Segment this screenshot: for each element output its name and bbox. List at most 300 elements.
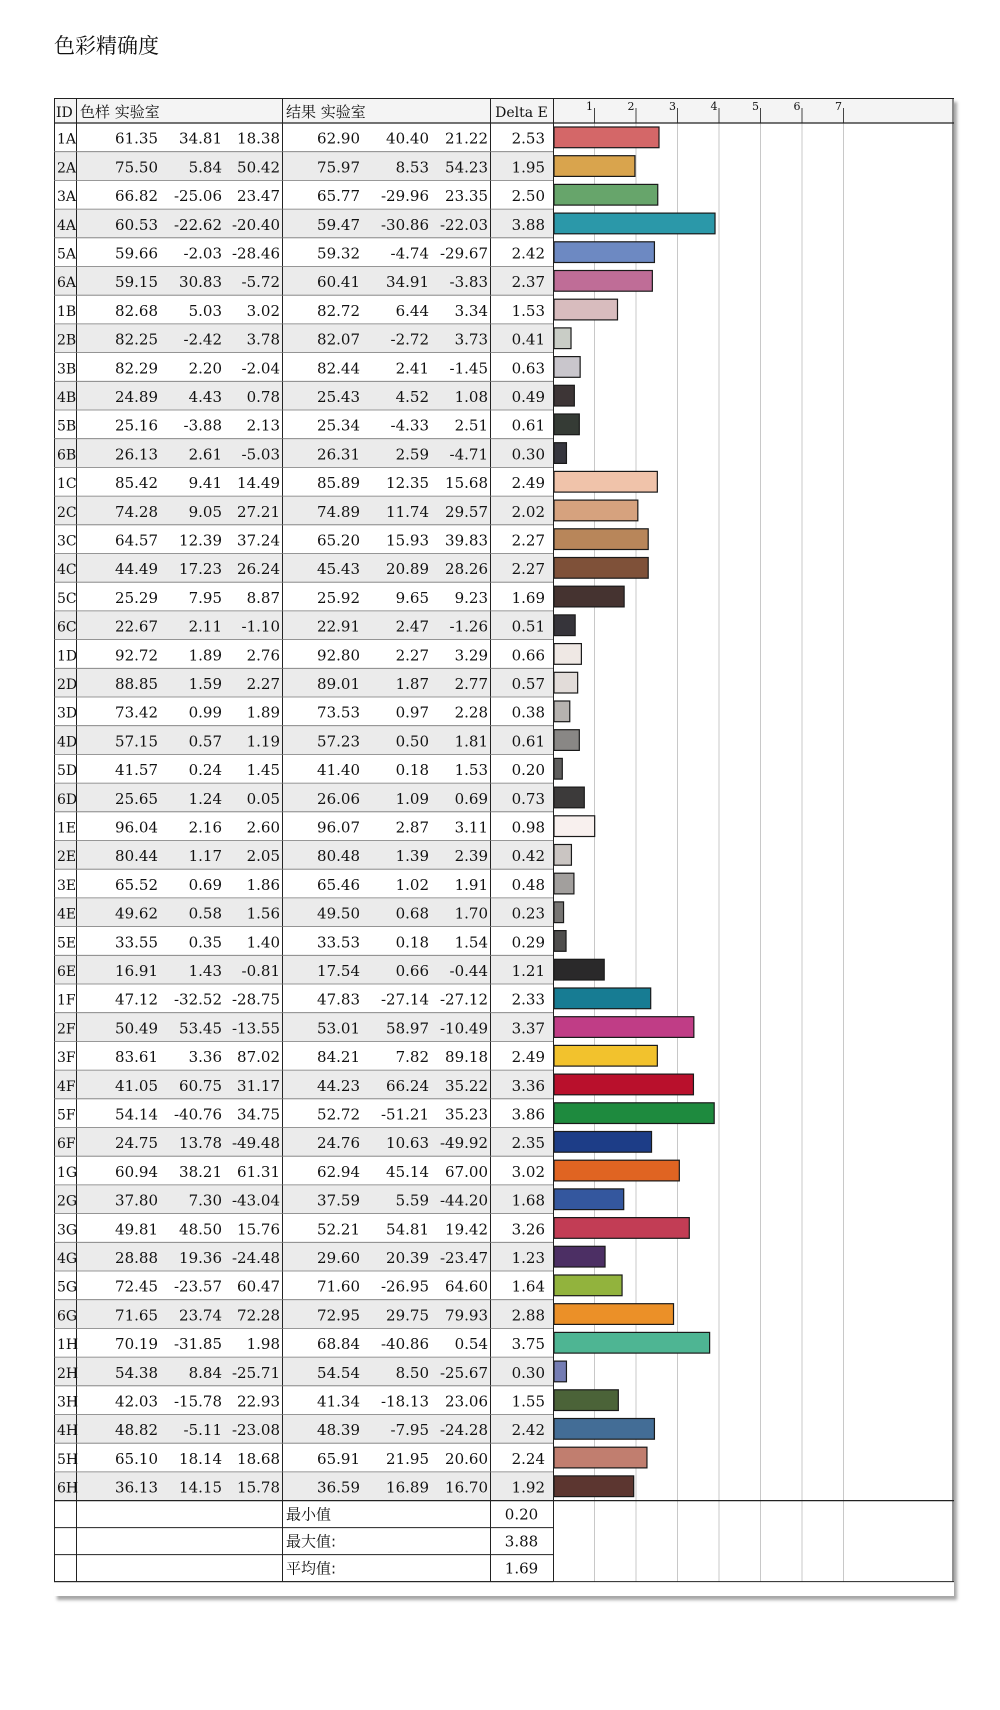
delta-e-bar	[554, 615, 575, 636]
sample-lab-value: -43.04	[231, 1191, 280, 1210]
result-lab-value: 58.97	[386, 1019, 429, 1038]
result-lab-value: 25.43	[317, 388, 360, 406]
sample-lab-value: 88.85	[115, 675, 158, 693]
result-lab-value: 9.23	[454, 588, 488, 607]
row-id: 4G	[57, 1251, 78, 1267]
delta-e-value: 1.55	[511, 1392, 545, 1411]
row-id: 4H	[57, 1423, 79, 1440]
sample-lab-value: 64.57	[115, 531, 158, 550]
sample-lab-value: -5.72	[241, 273, 280, 292]
sample-lab-value: 83.61	[115, 1048, 158, 1067]
result-lab-value: 54.54	[317, 1363, 360, 1382]
sample-lab-value: 50.49	[115, 1019, 158, 1038]
delta-e-value: 3.02	[511, 1162, 545, 1181]
result-lab-value: -4.33	[390, 416, 429, 435]
sample-lab-value: 1.56	[246, 904, 280, 923]
result-lab-value: 6.44	[395, 301, 429, 320]
sample-lab-value: 1.43	[188, 962, 222, 980]
result-lab-value: 15.68	[445, 474, 488, 493]
delta-e-bar	[554, 443, 566, 464]
result-lab-value: 0.54	[454, 1335, 488, 1354]
delta-e-value: 1.69	[511, 588, 545, 607]
result-lab-value: 2.77	[454, 675, 488, 693]
delta-e-value: 1.64	[511, 1277, 545, 1296]
result-lab-value: 1.81	[454, 732, 488, 751]
sample-lab-value: -0.81	[241, 962, 280, 980]
row-id: 3C	[57, 533, 77, 550]
sample-lab-value: 25.16	[115, 416, 158, 435]
result-lab-value: -1.45	[449, 359, 488, 378]
row-id: 4D	[57, 734, 78, 751]
result-lab-value: -44.20	[439, 1191, 488, 1210]
sample-lab-value: -40.76	[173, 1105, 222, 1124]
delta-e-bar	[554, 816, 595, 837]
header-result-lab: 结果 实验室	[286, 103, 366, 121]
result-lab-value: 45.14	[386, 1162, 429, 1181]
delta-e-bar	[554, 1218, 689, 1239]
delta-e-bar	[554, 1160, 679, 1181]
result-lab-value: 3.34	[454, 301, 488, 320]
sample-lab-value: 34.75	[237, 1105, 280, 1124]
sample-lab-value: 25.29	[115, 588, 158, 607]
result-lab-value: 20.39	[386, 1249, 429, 1267]
result-lab-value: 49.50	[317, 904, 360, 923]
delta-e-value: 1.68	[511, 1191, 545, 1210]
result-lab-value: 2.47	[395, 617, 429, 636]
delta-e-bar	[554, 271, 652, 292]
result-lab-value: 29.60	[317, 1249, 360, 1267]
sample-lab-value: 1.89	[188, 646, 222, 665]
delta-e-bar	[554, 1045, 657, 1066]
result-lab-value: 0.18	[395, 933, 429, 952]
header-id: ID	[56, 105, 73, 121]
row-id: 4C	[57, 562, 77, 579]
result-lab-value: 33.53	[317, 933, 360, 952]
row-id: 2F	[57, 1021, 76, 1038]
sample-lab-value: -20.40	[231, 215, 280, 234]
result-lab-value: 72.95	[317, 1306, 360, 1325]
sample-lab-value: 0.69	[188, 875, 222, 894]
row-id: 5A	[57, 246, 77, 263]
sample-lab-value: 2.20	[188, 359, 222, 378]
delta-e-value: 3.36	[511, 1076, 545, 1095]
result-lab-value: 19.42	[445, 1220, 488, 1239]
axis-tick-label: 7	[835, 100, 842, 113]
delta-e-value: 0.48	[511, 875, 545, 894]
result-lab-value: 89.18	[445, 1048, 488, 1067]
sample-lab-value: 42.03	[115, 1392, 158, 1411]
sample-lab-value: 82.29	[115, 359, 158, 378]
row-id: 6E	[57, 964, 77, 980]
sample-lab-value: 14.49	[237, 474, 280, 493]
sample-lab-value: -15.78	[173, 1392, 222, 1411]
sample-lab-value: 33.55	[115, 933, 158, 952]
delta-e-value: 3.37	[511, 1019, 545, 1038]
delta-e-value: 3.86	[511, 1105, 545, 1124]
sample-lab-value: 61.31	[237, 1162, 280, 1181]
result-lab-value: -49.92	[439, 1134, 488, 1153]
delta-e-value: 2.27	[511, 531, 545, 550]
result-lab-value: 11.74	[386, 502, 429, 521]
row-id: 3B	[57, 361, 77, 378]
result-lab-value: 15.93	[386, 531, 429, 550]
sample-lab-value: 2.13	[246, 416, 280, 435]
sample-lab-value: -23.57	[173, 1277, 222, 1296]
sample-lab-value: 1.59	[188, 675, 222, 693]
delta-e-bar	[554, 1390, 618, 1411]
sample-lab-value: 18.14	[179, 1449, 222, 1468]
delta-e-bar	[554, 1189, 624, 1210]
sample-lab-value: 13.78	[179, 1134, 222, 1153]
result-lab-value: 2.41	[395, 359, 429, 378]
result-lab-value: 17.54	[317, 962, 360, 980]
result-lab-value: -2.72	[390, 330, 429, 349]
delta-e-value: 2.35	[511, 1134, 545, 1153]
sample-lab-value: -49.48	[231, 1134, 280, 1153]
sample-lab-value: 1.19	[246, 732, 280, 751]
sample-lab-value: 49.62	[115, 904, 158, 923]
sample-lab-value: -5.03	[241, 445, 280, 464]
result-lab-value: 8.53	[395, 158, 429, 177]
row-id: 6C	[57, 619, 77, 636]
sample-lab-value: 5.03	[188, 301, 222, 320]
sample-lab-value: 50.42	[237, 158, 280, 177]
result-lab-value: 41.40	[317, 761, 360, 780]
delta-e-bar	[554, 644, 581, 665]
sample-lab-value: 3.02	[246, 301, 280, 320]
result-lab-value: 9.65	[395, 588, 429, 607]
result-lab-value: -27.12	[439, 990, 488, 1009]
delta-e-bar	[554, 873, 574, 894]
result-lab-value: 1.54	[454, 933, 488, 952]
row-id: 2H	[57, 1365, 79, 1382]
result-lab-value: 67.00	[445, 1162, 488, 1181]
row-id: 4F	[57, 1078, 76, 1095]
sample-lab-value: 8.87	[246, 588, 280, 607]
result-lab-value: 0.50	[395, 732, 429, 751]
sample-lab-value: 37.24	[237, 531, 280, 550]
result-lab-value: 2.59	[395, 445, 429, 464]
sample-lab-value: 57.15	[115, 732, 158, 751]
result-lab-value: 80.48	[317, 847, 360, 866]
result-lab-value: 73.53	[317, 703, 360, 722]
delta-e-bar	[554, 184, 658, 205]
result-lab-value: -18.13	[380, 1392, 429, 1411]
result-lab-value: -51.21	[380, 1105, 429, 1124]
result-lab-value: 60.41	[317, 273, 360, 292]
result-lab-value: -30.86	[380, 215, 429, 234]
sample-lab-value: -2.04	[241, 359, 280, 378]
sample-lab-value: 49.81	[115, 1220, 158, 1239]
sample-lab-value: 44.49	[115, 560, 158, 579]
result-lab-value: 0.97	[395, 703, 429, 722]
row-id: 3F	[57, 1050, 76, 1067]
sample-lab-value: 5.84	[188, 158, 222, 177]
result-lab-value: 21.95	[386, 1449, 429, 1468]
delta-e-bar	[554, 1246, 605, 1267]
summary-value: 3.88	[504, 1532, 539, 1551]
sample-lab-value: 0.35	[188, 933, 222, 952]
delta-e-value: 0.61	[511, 732, 545, 751]
row-id: 2D	[57, 677, 78, 693]
sample-lab-value: 37.80	[115, 1191, 158, 1210]
axis-tick-label: 6	[793, 100, 801, 113]
result-lab-value: 40.40	[386, 129, 429, 148]
row-id: 5F	[57, 1107, 76, 1124]
header-sample-lab: 色样 实验室	[80, 103, 160, 121]
sample-lab-value: -25.06	[173, 187, 222, 206]
sample-lab-value: 38.21	[179, 1162, 222, 1181]
result-lab-value: 0.18	[395, 761, 429, 780]
result-lab-value: 23.35	[445, 187, 488, 206]
result-lab-value: 3.73	[454, 330, 488, 349]
result-lab-value: 79.93	[445, 1306, 488, 1325]
sample-lab-value: 59.15	[115, 273, 158, 292]
sample-lab-value: 66.82	[115, 187, 158, 206]
result-lab-value: 64.60	[445, 1277, 488, 1296]
axis-tick-label: 5	[752, 100, 759, 113]
delta-e-bar	[554, 787, 584, 808]
result-lab-value: 0.66	[395, 962, 429, 980]
delta-e-value: 0.66	[511, 646, 545, 665]
delta-e-value: 2.42	[511, 244, 545, 263]
sample-lab-value: 1.17	[188, 847, 222, 866]
sample-lab-value: 53.45	[179, 1019, 222, 1038]
delta-e-value: 2.88	[511, 1306, 545, 1325]
delta-e-bar	[554, 242, 654, 263]
delta-e-bar	[554, 1275, 622, 1296]
sample-lab-value: 2.16	[188, 818, 222, 837]
result-lab-value: 0.68	[395, 904, 429, 923]
result-lab-value: 82.07	[317, 330, 360, 349]
result-lab-value: -22.03	[439, 215, 488, 234]
result-lab-value: 28.26	[445, 560, 488, 579]
result-lab-value: 89.01	[317, 675, 360, 693]
delta-e-bar	[554, 500, 638, 521]
delta-e-value: 0.98	[511, 818, 545, 837]
result-lab-value: 1.53	[454, 761, 488, 780]
row-id: 5H	[57, 1451, 79, 1468]
result-lab-value: 41.34	[317, 1392, 360, 1411]
sample-lab-value: 48.82	[115, 1421, 158, 1440]
result-lab-value: 2.51	[454, 416, 488, 435]
sample-lab-value: 0.78	[246, 388, 280, 406]
delta-e-value: 0.42	[511, 847, 545, 866]
result-lab-value: 65.46	[317, 875, 360, 894]
sample-lab-value: 34.81	[179, 129, 222, 148]
sample-lab-value: 36.13	[115, 1478, 158, 1497]
sample-lab-value: 82.25	[115, 330, 158, 349]
result-lab-value: 96.07	[317, 818, 360, 837]
delta-e-value: 3.88	[511, 215, 545, 234]
sample-lab-value: 71.65	[115, 1306, 158, 1325]
result-lab-value: 16.89	[386, 1478, 429, 1497]
sample-lab-value: 61.35	[115, 129, 158, 148]
result-lab-value: 35.22	[445, 1076, 488, 1095]
result-lab-value: 37.59	[317, 1191, 360, 1210]
sample-lab-value: 26.24	[237, 560, 280, 579]
result-lab-value: 65.91	[317, 1449, 360, 1468]
row-id: 6F	[57, 1136, 76, 1153]
result-lab-value: -3.83	[449, 273, 488, 292]
sample-lab-value: -2.42	[183, 330, 222, 349]
sample-lab-value: 73.42	[115, 703, 158, 722]
delta-e-bar	[554, 672, 578, 693]
result-lab-value: 52.21	[317, 1220, 360, 1239]
delta-e-bar	[554, 1419, 654, 1440]
sample-lab-value: 31.17	[237, 1076, 280, 1095]
result-lab-value: 3.29	[454, 646, 488, 665]
sample-lab-value: 16.91	[115, 962, 158, 980]
result-lab-value: 65.20	[317, 531, 360, 550]
sample-lab-value: 54.14	[115, 1105, 158, 1124]
row-id: 6G	[57, 1308, 78, 1325]
sample-lab-value: -13.55	[231, 1019, 280, 1038]
delta-e-value: 0.63	[511, 359, 545, 378]
sample-lab-value: 19.36	[179, 1249, 222, 1267]
delta-e-value: 0.38	[511, 703, 545, 722]
delta-e-value: 0.49	[511, 388, 545, 406]
delta-e-bar	[554, 902, 564, 923]
row-id: 4A	[57, 217, 77, 234]
sample-lab-value: 60.53	[115, 215, 158, 234]
result-lab-value: 1.02	[395, 875, 429, 894]
sample-lab-value: 9.41	[188, 474, 222, 493]
delta-e-bar	[554, 414, 579, 435]
sample-lab-value: -1.10	[241, 617, 280, 636]
delta-e-value: 0.41	[511, 330, 545, 349]
row-id: 2E	[57, 849, 77, 866]
sample-lab-value: 2.76	[246, 646, 280, 665]
sample-lab-value: 4.43	[188, 388, 222, 406]
result-lab-value: 29.75	[386, 1306, 429, 1325]
sample-lab-value: 82.68	[115, 301, 158, 320]
summary-value: 0.20	[504, 1505, 539, 1524]
delta-e-value: 2.49	[511, 474, 545, 493]
sample-lab-value: 60.75	[179, 1076, 222, 1095]
delta-e-value: 2.37	[511, 273, 545, 292]
axis-tick-label: 3	[669, 100, 676, 113]
sample-lab-value: 59.66	[115, 244, 158, 263]
row-id: 1G	[57, 1164, 78, 1181]
result-lab-value: 48.39	[317, 1421, 360, 1440]
sample-lab-value: -5.11	[183, 1421, 222, 1440]
sample-lab-value: 96.04	[115, 818, 158, 837]
result-lab-value: 2.87	[395, 818, 429, 837]
sample-lab-value: 60.94	[115, 1162, 158, 1181]
result-lab-value: -23.47	[439, 1249, 488, 1267]
summary-label: 平均值:	[286, 1559, 337, 1578]
result-lab-value: 25.34	[317, 416, 360, 435]
row-id: 4E	[57, 906, 77, 923]
sample-lab-value: 22.67	[115, 617, 158, 636]
row-id: 4B	[57, 390, 77, 406]
sample-lab-value: 28.88	[115, 1249, 158, 1267]
delta-e-bar	[554, 385, 574, 406]
sample-lab-value: 1.45	[246, 761, 280, 780]
row-id: 6A	[57, 275, 77, 292]
result-lab-value: 29.57	[445, 502, 488, 521]
sample-lab-value: 30.83	[179, 273, 222, 292]
sample-lab-value: 3.36	[188, 1048, 222, 1067]
result-lab-value: 44.23	[317, 1076, 360, 1095]
result-lab-value: 66.24	[386, 1076, 429, 1095]
sample-lab-value: 1.40	[246, 933, 280, 952]
result-lab-value: -10.49	[439, 1019, 488, 1038]
result-lab-value: -40.86	[380, 1335, 429, 1354]
sample-lab-value: 80.44	[115, 847, 158, 866]
row-id: 3E	[57, 877, 77, 894]
result-lab-value: 84.21	[317, 1048, 360, 1067]
sample-lab-value: 2.11	[188, 617, 222, 636]
sample-lab-value: 8.84	[188, 1363, 222, 1382]
sample-lab-value: 41.05	[115, 1076, 158, 1095]
result-lab-value: 75.97	[317, 158, 360, 177]
delta-e-value: 1.23	[511, 1249, 545, 1267]
row-id: 5C	[57, 590, 77, 607]
row-id: 2B	[57, 332, 77, 349]
row-id: 1F	[57, 992, 76, 1009]
sample-lab-value: 0.57	[188, 732, 222, 751]
sample-lab-value: 60.47	[237, 1277, 280, 1296]
delta-e-value: 1.92	[511, 1478, 545, 1497]
result-lab-value: 53.01	[317, 1019, 360, 1038]
delta-e-bar	[554, 471, 657, 492]
delta-e-bar	[554, 1304, 674, 1325]
result-lab-value: 2.27	[395, 646, 429, 665]
delta-e-bar	[554, 1447, 647, 1468]
delta-e-bar	[554, 558, 648, 579]
result-lab-value: 0.69	[454, 789, 488, 808]
axis-tick-label: 1	[586, 100, 593, 113]
summary-label: 最大值:	[286, 1532, 337, 1551]
row-id: 3A	[57, 189, 77, 206]
result-lab-value: 2.28	[454, 703, 488, 722]
sample-lab-value: 65.10	[115, 1449, 158, 1468]
summary-value: 1.69	[504, 1559, 539, 1578]
result-lab-value: 54.23	[445, 158, 488, 177]
row-id: 1A	[57, 131, 77, 148]
delta-e-bar	[554, 988, 651, 1009]
sample-lab-value: -32.52	[173, 990, 222, 1009]
delta-e-value: 0.23	[511, 904, 545, 923]
delta-e-value: 2.42	[511, 1421, 545, 1440]
row-id: 1C	[57, 476, 77, 493]
row-id: 2G	[57, 1193, 78, 1210]
result-lab-value: 1.08	[454, 388, 488, 406]
sample-lab-value: 92.72	[115, 646, 158, 665]
delta-e-bar	[554, 1103, 714, 1124]
sample-lab-value: 70.19	[115, 1335, 158, 1354]
sample-lab-value: 2.27	[246, 675, 280, 693]
result-lab-value: -26.95	[380, 1277, 429, 1296]
sample-lab-value: -28.75	[231, 990, 280, 1009]
result-lab-value: 22.91	[317, 617, 360, 636]
result-lab-value: 82.44	[317, 359, 360, 378]
sample-lab-value: 0.58	[188, 904, 222, 923]
delta-e-bar	[554, 1332, 710, 1353]
result-lab-value: -7.95	[390, 1421, 429, 1440]
row-id: 5E	[57, 935, 77, 952]
sample-lab-value: 17.23	[179, 560, 222, 579]
result-lab-value: 26.06	[317, 789, 360, 808]
delta-e-bar	[554, 1361, 566, 1382]
result-lab-value: 3.11	[454, 818, 488, 837]
row-id: 2A	[57, 160, 77, 177]
result-lab-value: 35.23	[445, 1105, 488, 1124]
result-lab-value: 68.84	[317, 1335, 360, 1354]
delta-e-value: 1.21	[511, 962, 545, 980]
